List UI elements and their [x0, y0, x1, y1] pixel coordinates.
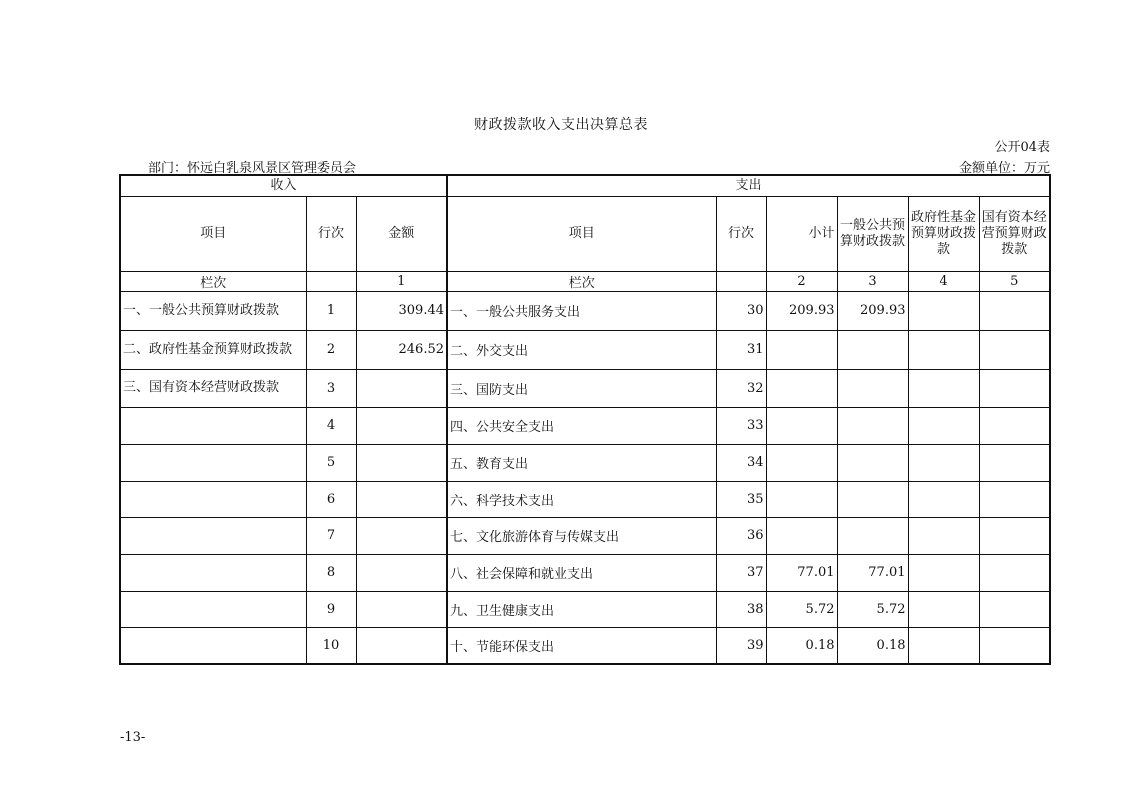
income-item-cell	[120, 554, 306, 591]
exp-item-cell: 三、国防支出	[447, 369, 716, 407]
state-capital-cell	[979, 627, 1050, 664]
state-capital-header: 国有资本经营预算财政拨款	[979, 196, 1050, 271]
income-amount-cell	[356, 407, 447, 444]
income-row-no-col-num	[306, 271, 356, 291]
gov-fund-cell	[908, 554, 979, 591]
department-label: 部门：怀远白乳泉风景区管理委员会	[148, 161, 357, 176]
income-amount-header: 金额	[356, 196, 447, 271]
gov-fund-cell	[908, 291, 979, 330]
exp-col-label: 栏次	[447, 271, 716, 291]
income-amount-cell	[356, 444, 447, 481]
state-capital-cell	[979, 407, 1050, 444]
general-budget-cell	[837, 330, 908, 369]
gov-fund-cell	[908, 330, 979, 369]
exp-item-cell: 二、外交支出	[447, 330, 716, 369]
general-budget-cell	[837, 481, 908, 517]
exp-item-cell: 十、节能环保支出	[447, 627, 716, 664]
column-number-row	[120, 271, 1050, 291]
gov-fund-cell	[908, 444, 979, 481]
budget-summary-table	[119, 174, 1051, 665]
exp-item-cell: 八、社会保障和就业支出	[447, 554, 716, 591]
exp-item-cell: 五、教育支出	[447, 444, 716, 481]
exp-row-no-col-num	[716, 271, 766, 291]
income-amount-cell	[356, 369, 447, 407]
exp-row-no-header: 行次	[716, 196, 766, 271]
income-item-cell	[120, 627, 306, 664]
income-item-cell	[120, 407, 306, 444]
column-header-row	[120, 196, 1050, 271]
exp-item-cell: 七、文化旅游体育与传媒支出	[447, 517, 716, 554]
exp-row-no-cell: 34	[716, 444, 766, 481]
state-capital-cell	[979, 330, 1050, 369]
subtotal-cell	[766, 517, 837, 554]
subtotal-cell	[766, 369, 837, 407]
income-row-no-cell: 4	[306, 407, 356, 444]
col-num-5: 5	[979, 271, 1050, 291]
income-amount-cell	[356, 627, 447, 664]
table-row	[120, 517, 1050, 554]
gov-fund-cell	[908, 481, 979, 517]
general-budget-cell	[837, 517, 908, 554]
exp-row-no-cell: 33	[716, 407, 766, 444]
income-item-cell: 二、政府性基金预算财政拨款	[120, 330, 306, 369]
state-capital-cell	[979, 481, 1050, 517]
income-section-header: 收入	[120, 175, 447, 196]
exp-item-cell: 一、一般公共服务支出	[447, 291, 716, 330]
exp-item-cell: 九、卫生健康支出	[447, 591, 716, 627]
subtotal-cell: 77.01	[766, 554, 837, 591]
general-budget-cell	[837, 444, 908, 481]
exp-item-cell: 六、科学技术支出	[447, 481, 716, 517]
state-capital-cell	[979, 369, 1050, 407]
income-row-no-cell: 3	[306, 369, 356, 407]
gov-fund-cell	[908, 407, 979, 444]
exp-row-no-cell: 39	[716, 627, 766, 664]
income-row-no-cell: 7	[306, 517, 356, 554]
exp-row-no-cell: 35	[716, 481, 766, 517]
income-row-no-cell: 1	[306, 291, 356, 330]
table-row	[120, 591, 1050, 627]
exp-row-no-cell: 37	[716, 554, 766, 591]
col-num-2: 2	[766, 271, 837, 291]
general-budget-cell	[837, 369, 908, 407]
exp-item-cell: 四、公共安全支出	[447, 407, 716, 444]
table-row	[120, 444, 1050, 481]
state-capital-cell	[979, 591, 1050, 627]
section-header-row	[120, 175, 1050, 196]
state-capital-cell	[979, 554, 1050, 591]
income-row-no-cell: 8	[306, 554, 356, 591]
gov-fund-header: 政府性基金预算财政拨款	[908, 196, 979, 271]
general-budget-cell: 5.72	[837, 591, 908, 627]
exp-row-no-cell: 38	[716, 591, 766, 627]
subtotal-cell: 5.72	[766, 591, 837, 627]
table-row	[120, 291, 1050, 330]
general-budget-cell	[837, 407, 908, 444]
expenditure-section-header: 支出	[447, 175, 1050, 196]
income-row-no-cell: 5	[306, 444, 356, 481]
gov-fund-cell	[908, 369, 979, 407]
page-title: 财政拨款收入支出决算总表	[474, 117, 648, 133]
exp-row-no-cell: 36	[716, 517, 766, 554]
col-num-3: 3	[837, 271, 908, 291]
income-amount-cell	[356, 517, 447, 554]
table-row	[120, 627, 1050, 664]
income-row-no-header: 行次	[306, 196, 356, 271]
income-item-cell	[120, 481, 306, 517]
subtotal-cell: 0.18	[766, 627, 837, 664]
income-row-no-cell: 10	[306, 627, 356, 664]
state-capital-cell	[979, 444, 1050, 481]
table-row	[120, 407, 1050, 444]
col-num-1: 1	[356, 271, 447, 291]
subtotal-cell: 209.93	[766, 291, 837, 330]
state-capital-cell	[979, 517, 1050, 554]
subtotal-cell	[766, 481, 837, 517]
gov-fund-cell	[908, 591, 979, 627]
table-row	[120, 481, 1050, 517]
col-num-4: 4	[908, 271, 979, 291]
exp-row-no-cell: 30	[716, 291, 766, 330]
general-budget-header: 一般公共预算财政拨款	[837, 196, 908, 271]
unit-label: 金额单位：万元	[958, 161, 1050, 176]
general-budget-cell: 77.01	[837, 554, 908, 591]
gov-fund-cell	[908, 627, 979, 664]
income-item-header: 项目	[120, 196, 306, 271]
income-row-no-cell: 6	[306, 481, 356, 517]
form-code: 公开04表	[994, 140, 1050, 155]
income-amount-cell	[356, 591, 447, 627]
subtotal-cell	[766, 330, 837, 369]
general-budget-cell: 209.93	[837, 291, 908, 330]
table-row	[120, 554, 1050, 591]
exp-row-no-cell: 31	[716, 330, 766, 369]
table-row	[120, 369, 1050, 407]
income-item-cell: 一、一般公共预算财政拨款	[120, 291, 306, 330]
exp-item-header: 项目	[447, 196, 716, 271]
table-row	[120, 330, 1050, 369]
income-row-no-cell: 2	[306, 330, 356, 369]
gov-fund-cell	[908, 517, 979, 554]
subtotal-cell	[766, 444, 837, 481]
income-amount-cell: 309.44	[356, 291, 447, 330]
income-item-cell: 三、国有资本经营财政拨款	[120, 369, 306, 407]
general-budget-cell: 0.18	[837, 627, 908, 664]
state-capital-cell	[979, 291, 1050, 330]
income-item-cell	[120, 591, 306, 627]
income-row-no-cell: 9	[306, 591, 356, 627]
income-amount-cell	[356, 481, 447, 517]
income-col-label: 栏次	[120, 271, 306, 291]
income-item-cell	[120, 517, 306, 554]
subtotal-cell	[766, 407, 837, 444]
income-amount-cell: 246.52	[356, 330, 447, 369]
income-amount-cell	[356, 554, 447, 591]
page-number: -13-	[120, 730, 146, 745]
subtotal-header: 小计	[766, 196, 837, 271]
income-item-cell	[120, 444, 306, 481]
exp-row-no-cell: 32	[716, 369, 766, 407]
